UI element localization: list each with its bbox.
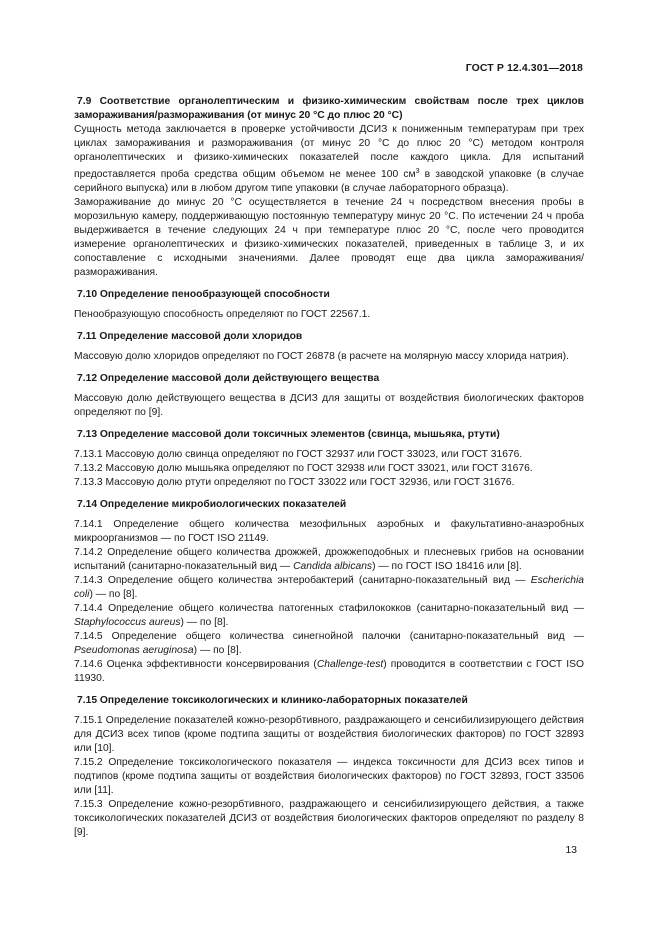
section-7-12-heading: 7.12 Определение массовой доли действующего вещества — [77, 373, 380, 384]
item-7-14-1: 7.14.1 Определение общего количества мезофильных аэробных и факультативно-анаэробных микроорганизмов — по ГОСТ ISO 21149. — [74, 519, 584, 544]
standard-code-header: ГОСТ Р 12.4.301—2018 — [465, 62, 583, 74]
item-7-13-1: 7.13.1 Массовую долю свинца определяют по ГОСТ 32937 или ГОСТ 33023, или ГОСТ 31676. — [74, 449, 523, 460]
item-7-15-1: 7.15.1 Определение показателей кожно-резорбтивного, раздражающего и сенсибилизирующего действия для ДСИЗ всех типов (кроме подтипа защиты от воздействия биологических факторов) по ГОСТ 32893 или [10]. — [74, 715, 584, 754]
page-number: 13 — [565, 844, 577, 856]
section-7-12-paragraph: Массовую долю действующего вещества в ДСИЗ для защиты от воздействия биологических факторов определяют по [9]. — [74, 393, 584, 418]
section-7-10-paragraph: Пенообразующую способность определяют по ГОСТ 22567.1. — [74, 309, 371, 320]
item-7-15-2: 7.15.2 Определение токсикологического показателя — индекса токсичности для ДСИЗ всех типов и подтипов (кроме подтипа защиты от воздействия биологических факторов) по ГОСТ 32893, ГОСТ 33506 или [11]. — [74, 757, 584, 796]
item-7-14-2: 7.14.2 Определение общего количества дрожжей, дрожжеподобных и плесневых грибов на основании испытаний (санитарно-показательный вид — Candida albicans) — по ГОСТ ISO 18416 или [8]. — [74, 547, 584, 572]
item-7-14-5: 7.14.5 Определение общего количества синегнойной палочки (санитарно-показательный вид — Pseudomonas aeruginosa) — по [8]. — [74, 631, 584, 656]
section-7-10-heading: 7.10 Определение пенообразующей способности — [77, 289, 330, 300]
section-7-13-heading: 7.13 Определение массовой доли токсичных элементов (свинца, мышьяка, ртути) — [77, 429, 500, 440]
item-7-14-4: 7.14.4 Определение общего количества патогенных стафилококков (санитарно-показательный вид — Staphylococcus aureus) — по [8]. — [74, 603, 584, 628]
section-7-15-heading: 7.15 Определение токсикологических и клинико-лабораторных показателей — [77, 695, 468, 706]
item-7-15-3: 7.15.3 Определение кожно-резорбтивного, раздражающего и сенсибилизирующего действия, а также токсикологических показателей ДСИЗ от воздействия биологических факторов определяют по разделу 8 [9]. — [74, 799, 584, 838]
section-7-11-heading: 7.11 Определение массовой доли хлоридов — [77, 331, 303, 342]
document-body — [74, 95, 584, 840]
section-7-9-paragraph-1: Сущность метода заключается в проверке устойчивости ДСИЗ к пониженным температурам при трех циклах замораживания и размораживания (от минус 20 °С до плюс 20 °С) методом контроля органолептических и физико-химических показателей после каждого цикла. Для испытаний предоставляется проба средства общим объемом не менее 100 $см^3$ в заводской упаковке (в случае серийного выпуска) или в любом другом типе упаковки (в случае лабораторного образца). — [74, 124, 584, 194]
item-7-14-3: 7.14.3 Определение общего количества энтеробактерий (санитарно-показательный вид — Escherichia coli) — по [8]. — [74, 575, 584, 600]
item-7-13-3: 7.13.3 Массовую долю ртути определяют по ГОСТ 33022 или ГОСТ 32936, или ГОСТ 31676. — [74, 477, 515, 488]
section-7-14-heading: 7.14 Определение микробиологических показателей — [77, 499, 347, 510]
item-7-13-2: 7.13.2 Массовую долю мышьяка определяют по ГОСТ 32938 или ГОСТ 33021, или ГОСТ 31676. — [74, 463, 533, 474]
item-7-14-6: 7.14.6 Оценка эффективности консервирования (Challenge-test) проводится в соответствии с ГОСТ ISO 11930. — [74, 659, 584, 684]
section-7-11-paragraph: Массовую долю хлоридов определяют по ГОСТ 26878 (в расчете на молярную массу хлорида натрия). — [74, 351, 569, 362]
section-7-9-paragraph-2: Замораживание до минус 20 °С осуществляется в течение 24 ч посредством внесения пробы в морозильную камеру, поддерживающую постоянную температуру минус 20 °С. По истечении 24 ч проба выдерживается в течение следующих 24 ч при температуре плюс 20 °С, после чего проводится измерение органолептических и физико-химических показателей, приведенных в таблице 3, и их сопоставление с исходными значениями. Далее проводят еще два цикла замораживания/размораживания. — [74, 197, 584, 278]
section-7-9-heading: 7.9 Соответствие органолептическим и физико-химическим свойствам после трех циклов замораживания/размораживания (от минус 20 °С до плюс 20 °С) — [74, 96, 584, 121]
